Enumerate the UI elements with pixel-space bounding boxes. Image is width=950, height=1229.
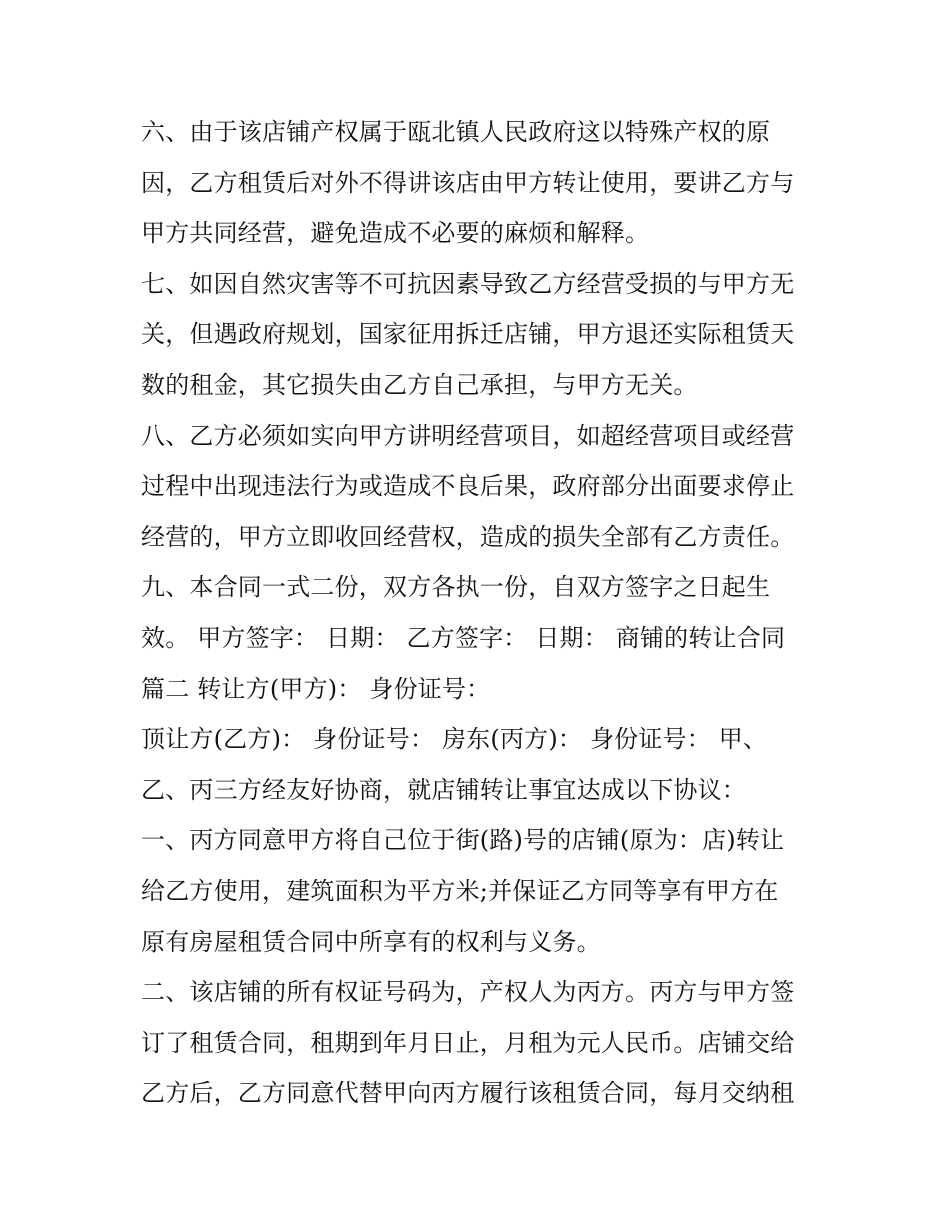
text-line: 二、该店铺的所有权证号码为，产权人为丙方。丙方与甲方签	[141, 978, 795, 1007]
text-line: 乙、丙三方经友好协商，就店铺转让事宜达成以下协议：	[141, 775, 746, 804]
text-line: 篇二 转让方(甲方)： 身份证号：	[141, 674, 491, 703]
text-line: 八、乙方必须如实向甲方讲明经营项目，如超经营项目或经营	[141, 421, 795, 450]
text-line: 给乙方使用，建筑面积为平方米;并保证乙方同等享有甲方在	[141, 876, 779, 905]
text-line: 七、如因自然灾害等不可抗因素导致乙方经营受损的与甲方无	[141, 269, 795, 298]
text-line: 六、由于该店铺产权属于瓯北镇人民政府这以特殊产权的原	[141, 118, 771, 146]
text-line: 乙方后，乙方同意代替甲向丙方履行该租赁合同，每月交纳租	[141, 1079, 795, 1108]
text-line: 甲方共同经营，避免造成不必要的麻烦和解释。	[141, 219, 650, 248]
text-line: 订了租赁合同，租期到年月日止，月租为元人民币。店铺交给	[141, 1028, 795, 1057]
text-line: 效。 甲方签字： 日期： 乙方签字： 日期： 商铺的转让合同	[141, 623, 786, 652]
text-line: 一、丙方同意甲方将自己位于街(路)号的店铺(原为：店)转让	[141, 826, 785, 855]
text-line: 顶让方(乙方)： 身份证号： 房东(丙方)： 身份证号： 甲、	[141, 725, 768, 754]
contract-text	[141, 107, 821, 1119]
text-line: 经营的，甲方立即收回经营权，造成的损失全部有乙方责任。	[141, 522, 795, 551]
text-line: 原有房屋租赁合同中所享有的权利与义务。	[141, 927, 601, 956]
text-line: 关，但遇政府规划，国家征用拆迁店铺，甲方退还实际租赁天	[141, 320, 795, 349]
text-line: 九、本合同一式二份，双方各执一份，自双方签字之日起生	[141, 573, 771, 602]
text-line: 数的租金，其它损失由乙方自己承担，与甲方无关。	[141, 370, 698, 399]
text-line: 因，乙方租赁后对外不得讲该店由甲方转让使用，要讲乙方与	[141, 168, 795, 197]
text-line: 过程中出现违法行为或造成不良后果，政府部分出面要求停止	[141, 472, 795, 501]
